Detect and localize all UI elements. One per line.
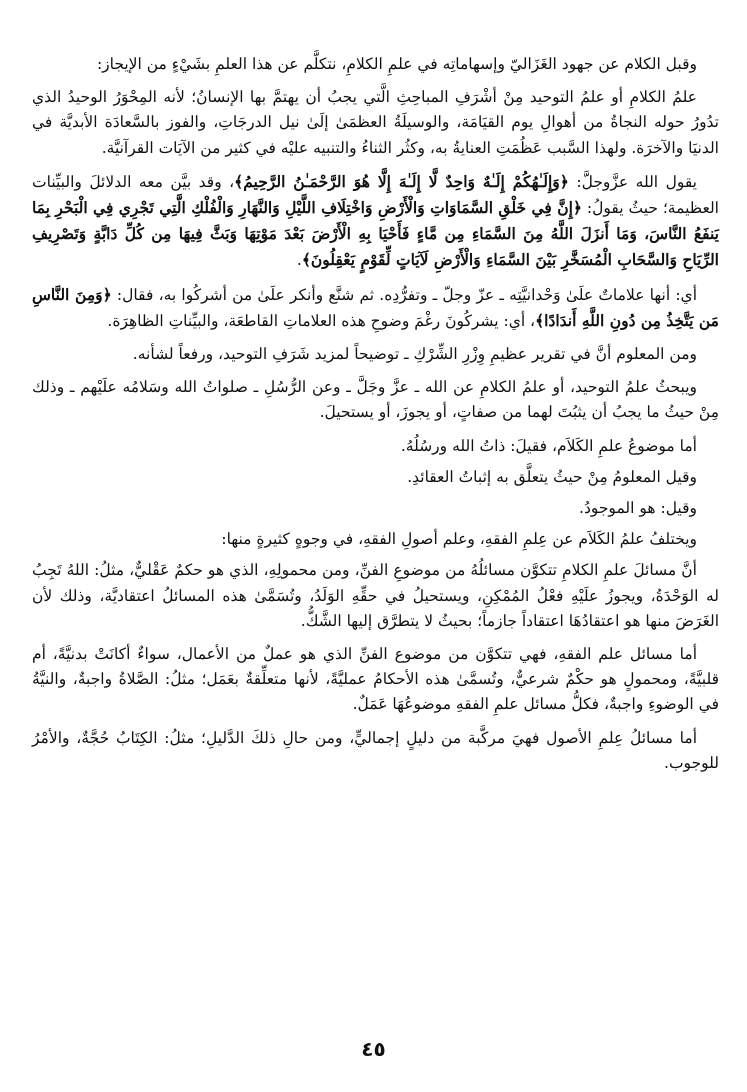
quran-verse: ﴿وَإِلَـٰهُكُمْ إِلَـٰهٌ وَاحِدٌ لَّا إِلَـٰهَ إِلَّا هُوَ الرَّحْمَـٰنُ الرَّحِيمُ﴾ — [234, 171, 569, 191]
paragraph-usul-issues: أما مسائلُ عِلمِ الأصول فهيَ مركَّبة من دليلٍ إجماليٍّ، ومن حالِ ذلكَ الدَّليلِ؛ مثلُ: الكِتَابُ حُجَّةٌ، والأمْرُ للوجوب. — [32, 728, 719, 772]
paragraph-shirk: ومن المعلوم أنَّ في تقرير عظيمِ وِزْرِ الشِّرْكِ ـ توضيحاً لمزيد شَرَفِ التوحيد، ورفعاً لشأنه. — [132, 345, 697, 364]
explanation-after-text: ، أي: يشركُونَ رغْمَ وضوحِ هذه العلاماتِ القاطعَة، والبيِّناتِ الظاهِرَة. — [107, 311, 536, 330]
paragraph-definition: علمُ الكلامِ أو علمُ التوحيد مِنْ أشْرَفِ المباحِثِ الَّتي يجبُ أن يهتمَّ بها الإنسانُ؛ لأنه المِحْوَرُ الوحيدُ الذي تدُورُ حوله النجاةُ من أهوالِ يوم القيَامَة، والوسيلَةُ العظمَىٰ إلَىٰ نيل الدرجَاتِ، والفوز بالسَّعادَة الأبديَّة في الدنيَا والآخرَة. ولهذا السَّبب عَظُمَتِ العنايةُ به، وكثُر الثناءُ والتنبيه عليْه في كثير من الآيَات القرآنيَّة. — [32, 88, 719, 157]
verse-middle-text: ، وقد بيَّن معه الدلائلَ والبيِّنات العظيمة؛ حيثُ يقولُ: — [32, 172, 719, 218]
paragraph-intro: وقبل الكلام عن جهود الغَزَاليّ وإسهاماتِه في علمِ الكلامِ، نتكلَّم عن هذا العلمِ بشَيْءٍ من الإيجاز: — [96, 55, 697, 73]
page-number: ٤٥ — [361, 1037, 386, 1061]
quran-verse: ﴿وَمِنَ النَّاسِ مَن يَتَّخِذُ مِن دُونِ اللَّهِ أَندَادًا﴾ — [32, 284, 719, 330]
paragraph-topic-alt1: وقيل المعلومُ مِنْ حيثُ يتعلَّق به إثباتُ العقائدِ. — [407, 467, 697, 486]
paragraph-topic-alt2: وقيل: هو الموجودُ. — [579, 499, 697, 518]
paragraph-explanation — [32, 282, 719, 334]
page-body — [32, 52, 719, 784]
paragraph-topic: أما موضوعُ علمِ الكَلاَم، فقيلَ: ذاتُ الله ورسُلُهُ. — [400, 436, 697, 455]
explanation-text: أي: أنها علاماتٌ علَىٰ وَحْدانيَّتِه ـ عزّ وجلّ ـ وتفرُّدِه. ثم شنَّع وأنكر علَىٰ من أشركُوا به، فقال: — [111, 285, 697, 304]
paragraph-differences: ويختلفُ علمُ الكَلاَم عن عِلمِ الفقهِ، وعلم أصولِ الفقهِ، في وجوهٍ كثيرةٍ منها: — [221, 530, 697, 549]
paragraph-kalam-issues: أنَّ مسائلَ علمِ الكلامِ تتكوَّن مسائلُهُ من موضوعِ الفنِّ، ومن محمولِهِ، الذي هو حكمٌ عَقْليٌّ، مثلُ: اللهُ تَجِبُ له الوَحْدَةُ، ويجوزُ علَيْهِ فعْلُ المُمْكِنِ، ويستحيلُ في حقِّهِ الوَلَدُ، وتُسَمَّىٰ هذه المسائلُ اعتقاديَّة، وذلك لأن الغَرَضَ منها هو اعتقادُهَا اعتقاداً جازماً؛ بحيثُ لا يتطرَّق إليها الشَّكُّ. — [32, 561, 719, 630]
paragraph-fiqh-issues: أما مسائل علم الفقهِ، فهي تتكوَّن من موضوع الفنِّ الذي هو عملٌ من الأعمال، سواءٌ أكانَتْ بدنيَّةً، أم قلبيَّةً، ومحمولٍ هو حكْمٌ شرعيٌّ، وتُسمَّىٰ هذه الأحكامُ عمليَّةً، لأنها متعلِّقةٌ بعَمَل؛ مثلُ: الصَّلاةُ واجبةٌ، والنيَّةُ في الوضوءِ واجبةٌ، فكلُّ مسائل علمِ الفقهِ موضوعُهَا عَمَلٌ. — [32, 645, 719, 714]
verse-after-text: . — [296, 251, 302, 270]
paragraph-verses — [32, 169, 719, 274]
verse-intro-text: يقول الله عزَّوجلَّ: — [568, 172, 697, 191]
quran-verse: ﴿إِنَّ فِي خَلْقِ السَّمَاوَاتِ وَالْأَرْضِ وَاخْتِلَافِ اللَّيْلِ وَالنَّهَارِ وَالْفُلْكِ الَّتِي تَجْرِي فِي الْبَحْرِ بِمَا يَنفَعُ النَّاسَ، وَمَا أَنزَلَ اللَّهُ مِنَ السَّمَاءِ مِن مَّاءٍ فَأَحْيَا بِهِ الْأَرْضَ بَعْدَ مَوْتِهَا وَبَثَّ فِيهَا مِن كُلِّ دَابَّةٍ وَتَصْرِيفِ الرِّيَاحِ وَالسَّحَابِ الْمُسَخَّرِ بَيْنَ السَّمَاءِ وَالْأَرْضِ لَآيَاتٍ لِّقَوْمٍ يَعْقِلُونَ﴾ — [32, 198, 719, 270]
paragraph-subject: ويبحثُ علمُ التوحيد، أو علمُ الكلامِ عن الله ـ عزَّ وجَلَّ ـ وعن الرُّسُلِ ـ صلواتُ الله وسَلامُه علَيْهم ـ وذلك مِنْ حيثُ ما يجبُ أن يثبُتَ لهما من صفاتٍ، أو يجوزَ، أو يستحيلَ. — [32, 378, 719, 422]
